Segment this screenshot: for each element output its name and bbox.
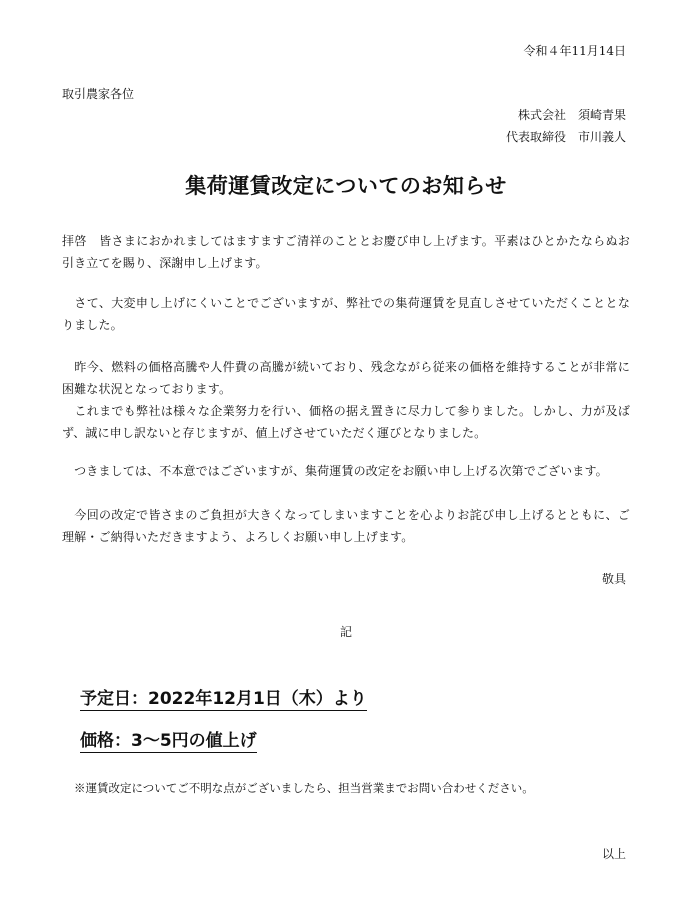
company-name: 株式会社 須崎青果 xyxy=(517,108,626,122)
paragraph-apology: 今回の改定で皆さまのご負担が大きくなってしまいますことを心よりお詫び申し上げるとともに、ご理解・ご納得いただきますよう、よろしくお願い申し上げます。 xyxy=(62,508,630,544)
paragraph-greeting: 拝啓 皆さまにおかれましてはますますご清祥のこととお慶び申し上げます。平素はひとかたならぬお引き立てを賜り、深謝申し上げます。 xyxy=(62,234,630,270)
paragraph-request: つきましては、不本意ではございますが、集荷運賃の改定をお願い申し上げる次第でございます。 xyxy=(62,464,608,478)
paragraph-efforts: これまでも弊社は様々な企業努力を行い、価格の据え置きに尽力して参りました。しかし、力が及ばず、誠に申し訳ないと存じますが、値上げさせていただく運びとなりました。 xyxy=(62,404,630,440)
closing-keigu: 敬具 xyxy=(601,572,626,586)
inquiry-note: ※運賃改定についてご不明な点がございましたら、担当営業までお問い合わせください。 xyxy=(74,781,534,795)
paragraph-announcement: さて、大変申し上げにくいことでございますが、弊社での集荷運賃を見直しさせていただくこととなりました。 xyxy=(62,296,630,332)
representative-name: 代表取締役 市川義人 xyxy=(505,130,626,144)
price-change: 価格：3～5円の値上げ xyxy=(80,726,257,753)
ki-heading: 記 xyxy=(339,625,352,639)
recipient-line: 取引農家各位 xyxy=(62,87,135,101)
date-line: 令和４年11月14日 xyxy=(523,44,626,58)
document-title: 集荷運賃改定についてのお知らせ xyxy=(185,174,507,198)
closing-ijou: 以上 xyxy=(601,847,626,861)
paragraph-background: 昨今、燃料の価格高騰や人件費の高騰が続いており、残念ながら従来の価格を維持することが非常に困難な状況となっております。 xyxy=(62,360,630,396)
schedule-date: 予定日：2022年12月1日（木）より xyxy=(80,684,367,711)
